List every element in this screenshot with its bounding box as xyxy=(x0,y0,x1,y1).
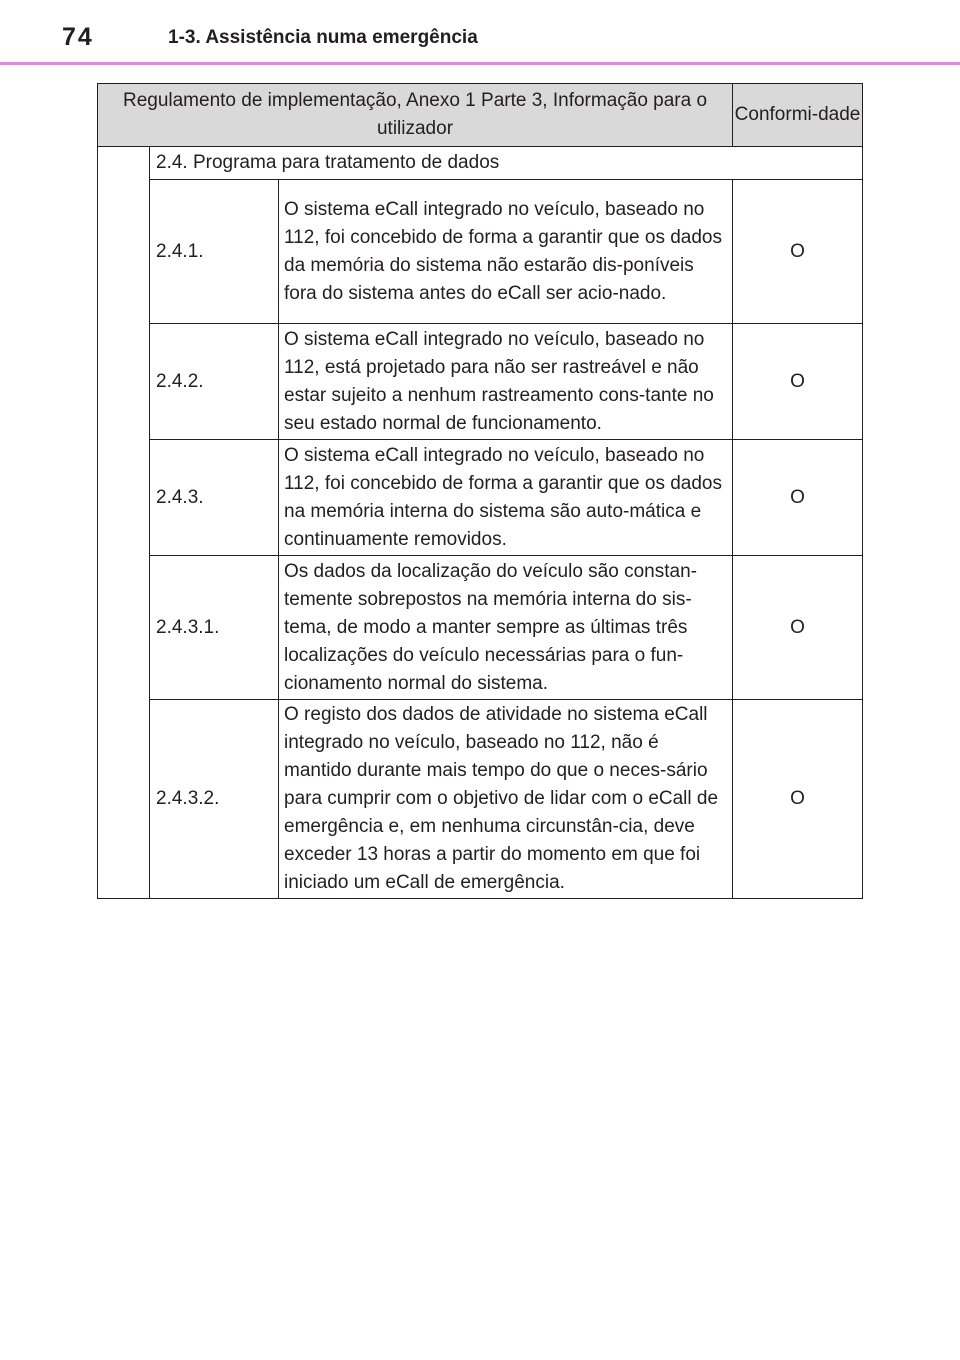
header-divider xyxy=(0,62,960,65)
regulation-table xyxy=(97,83,863,899)
item-code: 2.4.3. xyxy=(150,440,279,556)
item-text: O sistema eCall integrado no veículo, baseado no 112, está projetado para não ser rastreável e não estar sujeito a nenhum rastreamento cons-tante no seu estado normal de funcionamento. xyxy=(279,324,733,440)
table-header-row xyxy=(98,84,863,147)
table-row xyxy=(98,556,863,700)
page-number: 74 xyxy=(62,23,94,51)
page-header xyxy=(0,0,960,66)
item-conformity: O xyxy=(733,324,863,440)
indent-cell xyxy=(98,147,150,899)
table-row xyxy=(98,440,863,556)
column-header-conformity: Conformi-dade xyxy=(733,84,863,147)
item-code: 2.4.3.1. xyxy=(150,556,279,700)
item-code: 2.4.3.2. xyxy=(150,700,279,899)
section-title: 1-3. Assistência numa emergência xyxy=(168,27,478,48)
group-title: 2.4. Programa para tratamento de dados xyxy=(150,147,863,180)
item-text: O sistema eCall integrado no veículo, baseado no 112, foi concebido de forma a garantir que os dados da memória do sistema não estarão dis-poníveis fora do sistema antes do eCall ser acio-nado. xyxy=(279,180,733,324)
item-conformity: O xyxy=(733,180,863,324)
item-text: Os dados da localização do veículo são constan-temente sobrepostos na memória interna do sis-tema, de modo a manter sempre as últimas três localizações do veículo necessárias para o fun-cionamento normal do sistema. xyxy=(279,556,733,700)
item-conformity: O xyxy=(733,440,863,556)
item-code: 2.4.2. xyxy=(150,324,279,440)
group-row xyxy=(98,147,863,180)
item-conformity: O xyxy=(733,700,863,899)
item-text: O sistema eCall integrado no veículo, baseado no 112, foi concebido de forma a garantir que os dados na memória interna do sistema são auto-mática e continuamente removidos. xyxy=(279,440,733,556)
item-text: O registo dos dados de atividade no sistema eCall integrado no veículo, baseado no 112, não é mantido durante mais tempo do que o neces-sário para cumprir com o objetivo de lidar com o eCall de emergência e, em nenhuma circunstân-cia, deve exceder 13 horas a partir do momento em que foi iniciado um eCall de emergência. xyxy=(279,700,733,899)
table-row xyxy=(98,180,863,324)
table-row xyxy=(98,324,863,440)
table-row xyxy=(98,700,863,899)
item-conformity: O xyxy=(733,556,863,700)
column-header-requirement: Regulamento de implementação, Anexo 1 Parte 3, Informação para o utilizador xyxy=(98,84,733,147)
item-code: 2.4.1. xyxy=(150,180,279,324)
